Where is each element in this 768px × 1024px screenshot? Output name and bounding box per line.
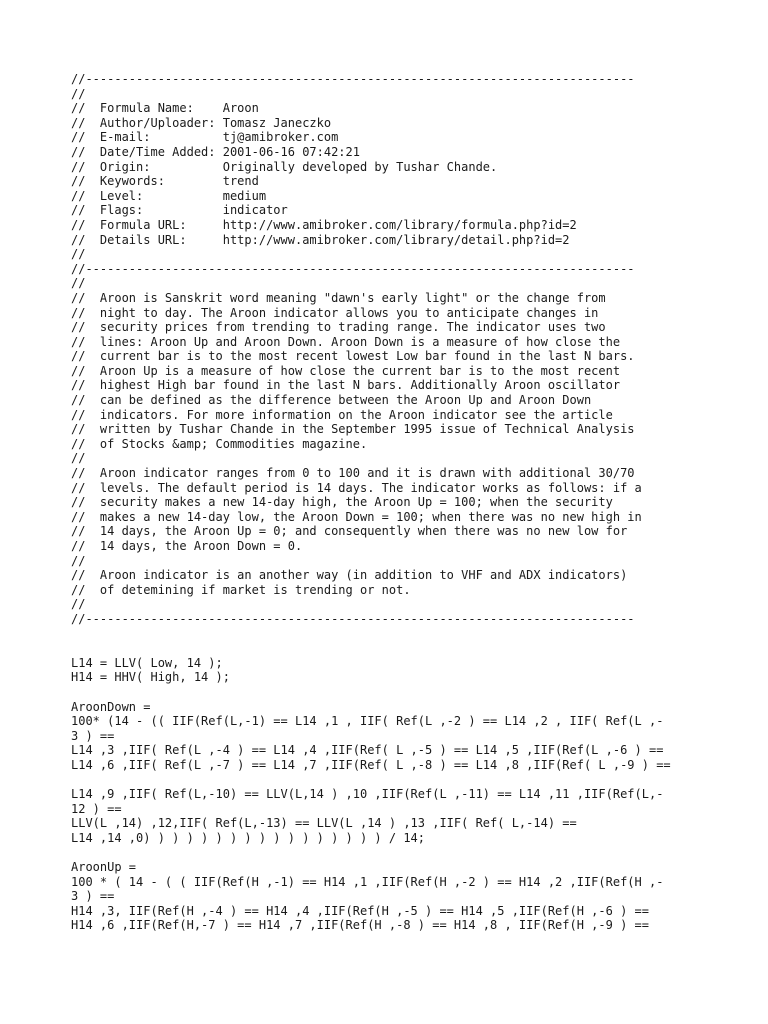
code-line: // security makes a new 14-day high, the Aroon Up = 100; when the security: [71, 495, 613, 510]
code-line: AroonUp =: [71, 860, 137, 875]
code-line: // Formula Name: Aroon: [71, 101, 259, 116]
code-line: LLV(L ,14) ,12,IIF( Ref(L,-13) == LLV(L ,14 ) ,13 ,IIF( Ref( L,-14) ==: [71, 816, 577, 831]
code-line: // Author/Uploader: Tomasz Janeczko: [71, 115, 332, 130]
code-line: // Aroon is Sanskrit word meaning "dawn's early light" or the change from: [71, 290, 606, 305]
code-line: //: [71, 553, 86, 568]
code-line: AroonDown =: [71, 699, 151, 714]
code-line: 3 ) ==: [71, 889, 115, 904]
code-line: // 14 days, the Aroon Down = 0.: [71, 539, 303, 553]
code-line: // Origin: Originally developed by Tushar Chande.: [71, 159, 498, 174]
code-line: [71, 641, 671, 656]
code-line: 3 ) ==: [71, 728, 115, 743]
code-line: //----------------------------------------------------------------------------: [71, 611, 635, 626]
code-line: H14 ,3, IIF(Ref(H ,-4 ) == H14 ,4 ,IIF(Ref(H ,-5 ) == H14 ,5 ,IIF(Ref(H ,-6 ) ==: [71, 903, 649, 918]
code-line: // Formula URL: http://www.amibroker.com/library/formula.php?id=2: [71, 217, 577, 232]
code-line: // E-mail: tj@amibroker.com: [71, 130, 339, 145]
code-line: [71, 627, 671, 642]
code-line: // lines: Aroon Up and Aroon Down. Aroon Down is a measure of how close the: [71, 334, 621, 349]
code-line: L14 ,3 ,IIF( Ref(L ,-4 ) == L14 ,4 ,IIF(Ref( L ,-5 ) == L14 ,5 ,IIF(Ref(L ,-6 ) ==: [71, 743, 664, 758]
code-line: // Date/Time Added: 2001-06-16 07:42:21: [71, 144, 360, 159]
code-line: L14 ,14 ,0) ) ) ) ) ) ) ) ) ) ) ) ) ) ) ) ) / 14;: [71, 830, 426, 845]
code-line: // night to day. The Aroon indicator allows you to anticipate changes in: [71, 305, 599, 320]
code-line: // Flags: indicator: [71, 203, 288, 218]
code-line: // current bar is to the most recent lowest Low bar found in the last N bars.: [71, 349, 635, 364]
formula-code-block: [71, 72, 671, 933]
code-line: // Aroon indicator ranges from 0 to 100 and it is drawn with additional 30/70: [71, 466, 635, 481]
code-line: // 14 days, the Aroon Up = 0; and consequently when there was no new low for: [71, 524, 628, 539]
code-line: // makes a new 14-day low, the Aroon Down = 100; when there was no new high in: [71, 509, 642, 524]
code-line: // levels. The default period is 14 days. The indicator works as follows: if a: [71, 480, 642, 495]
code-line: //: [71, 597, 86, 612]
code-line: // Aroon indicator is an another way (in addition to VHF and ADX indicators): [71, 568, 628, 583]
code-line: 100* (14 - (( IIF(Ref(L,-1) == L14 ,1 , IIF( Ref(L ,-2 ) == L14 ,2 , IIF( Ref(L ,-: [71, 714, 664, 729]
code-line: // of detemining if market is trending or not.: [71, 582, 411, 597]
code-line: // highest High bar found in the last N bars. Additionally Aroon oscillator: [71, 378, 621, 393]
code-line: //: [71, 247, 86, 262]
code-line: //: [71, 276, 86, 291]
code-line: H14 ,6 ,IIF(Ref(H,-7 ) == H14 ,7 ,IIF(Ref(H ,-8 ) == H14 ,8 , IIF(Ref(H ,-9 ) ==: [71, 918, 649, 933]
code-line: // of Stocks &amp; Commodities magazine.: [71, 436, 368, 451]
code-line: [71, 845, 671, 860]
code-line: // Aroon Up is a measure of how close the current bar is to the most recent: [71, 363, 621, 378]
code-line: // written by Tushar Chande in the September 1995 issue of Technical Analysis: [71, 422, 635, 437]
code-line: //: [71, 451, 86, 466]
code-line: // Level: medium: [71, 188, 267, 203]
code-line: // can be defined as the difference between the Aroon Up and Aroon Down: [71, 393, 592, 408]
code-line: //----------------------------------------------------------------------------: [71, 72, 635, 86]
code-line: L14 ,6 ,IIF( Ref(L ,-7 ) == L14 ,7 ,IIF(Ref( L ,-8 ) == L14 ,8 ,IIF(Ref( L ,-9 ) ==: [71, 757, 671, 772]
code-line: [71, 685, 671, 700]
code-line: // indicators. For more information on the Aroon indicator see the article: [71, 407, 613, 422]
code-line: [71, 773, 671, 788]
code-line: L14 ,9 ,IIF( Ref(L,-10) == LLV(L,14 ) ,10 ,IIF(Ref(L ,-11) == L14 ,11 ,IIF(Ref(L,-: [71, 787, 664, 802]
code-line: // Details URL: http://www.amibroker.com/library/detail.php?id=2: [71, 232, 570, 247]
code-line: //----------------------------------------------------------------------------: [71, 261, 635, 276]
code-line: //: [71, 86, 86, 101]
code-line: 100 * ( 14 - ( ( IIF(Ref(H ,-1) == H14 ,1 ,IIF(Ref(H ,-2 ) == H14 ,2 ,IIF(Ref(H ,-: [71, 874, 664, 889]
code-line: H14 = HHV( High, 14 );: [71, 670, 230, 685]
code-line: L14 = LLV( Low, 14 );: [71, 655, 223, 670]
code-line: // security prices from trending to trading range. The indicator uses two: [71, 320, 606, 335]
code-line: 12 ) ==: [71, 801, 122, 816]
code-line: // Keywords: trend: [71, 174, 259, 189]
